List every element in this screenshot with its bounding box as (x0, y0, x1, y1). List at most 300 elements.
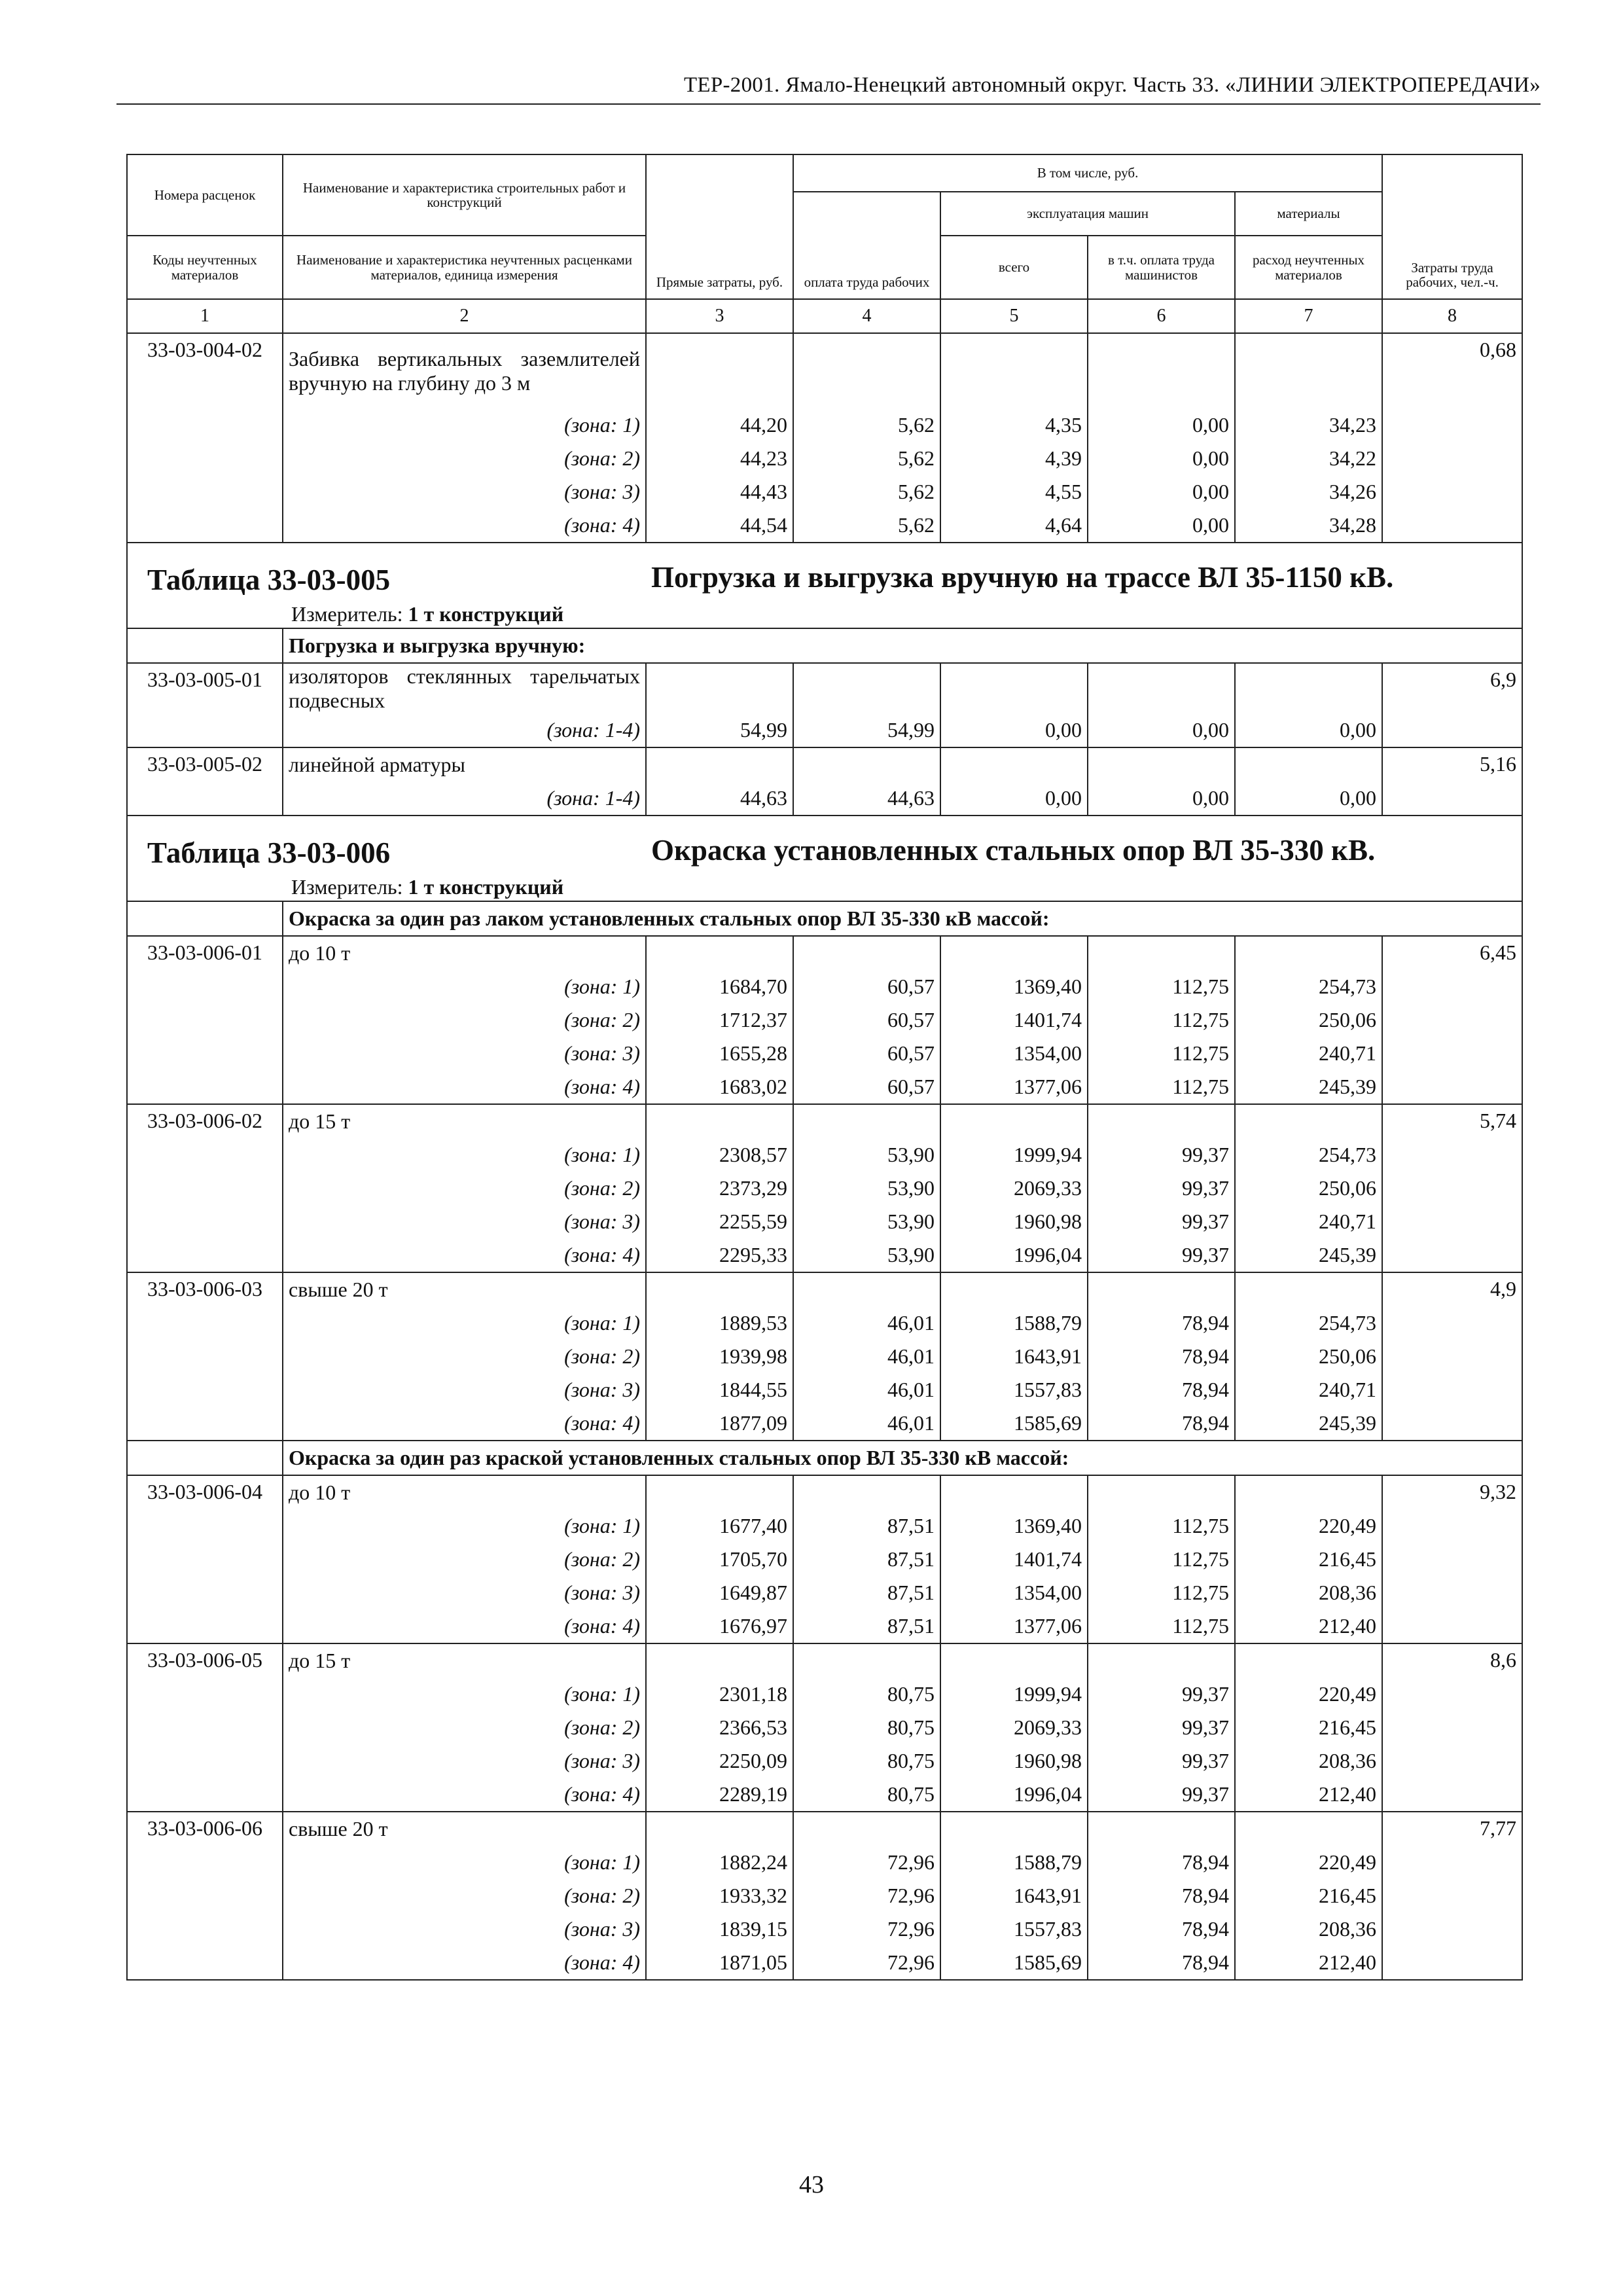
machine-cost: 1557,83 (940, 1912, 1088, 1946)
zone-label: (зона: 2) (283, 1543, 646, 1576)
zone-label: (зона: 2) (283, 1172, 646, 1205)
col-num: 3 (646, 299, 793, 333)
empty-cell (1235, 936, 1382, 970)
wage-cost: 46,01 (793, 1373, 940, 1407)
machinist-wage: 78,94 (1088, 1879, 1235, 1912)
empty-cell (646, 1475, 793, 1509)
machine-cost: 1643,91 (940, 1879, 1088, 1912)
materials-cost: 254,73 (1235, 1138, 1382, 1172)
empty-cell (940, 936, 1088, 970)
zone-row (127, 1711, 1522, 1744)
machinist-wage: 112,75 (1088, 1543, 1235, 1576)
empty-cell (1088, 333, 1235, 408)
machine-cost: 1401,74 (940, 1003, 1088, 1037)
zone-label: (зона: 3) (283, 1912, 646, 1946)
materials-cost: 220,49 (1235, 1509, 1382, 1543)
machinist-wage: 0,00 (1088, 442, 1235, 475)
section-row (127, 901, 1522, 936)
machinist-wage: 112,75 (1088, 1003, 1235, 1037)
running-header: ТЕР-2001. Ямало-Ненецкий автономный округ. Часть 33. «ЛИНИИ ЭЛЕКТРОПЕРЕДАЧИ» (683, 73, 1541, 97)
machinist-wage: 99,37 (1088, 1172, 1235, 1205)
measure-unit: 1 т конструкций (408, 602, 564, 626)
wage-cost: 80,75 (793, 1744, 940, 1778)
wage-cost: 53,90 (793, 1172, 940, 1205)
col-num: 4 (793, 299, 940, 333)
item-row (127, 1104, 1522, 1138)
price-table (126, 154, 1523, 1981)
direct-cost: 2250,09 (646, 1744, 793, 1778)
empty-cell (646, 663, 793, 713)
empty-cell (1088, 747, 1235, 781)
direct-cost: 2289,19 (646, 1778, 793, 1812)
zone-row (127, 1306, 1522, 1340)
machinist-wage: 78,94 (1088, 1407, 1235, 1441)
direct-cost: 2295,33 (646, 1238, 793, 1272)
section-row (127, 628, 1522, 663)
table-description: Погрузка и выгрузка вручную на трассе ВЛ 35-1150 кВ. (651, 561, 1394, 594)
zone-row (127, 1609, 1522, 1643)
direct-cost: 44,63 (646, 781, 793, 816)
zone-label: (зона: 4) (283, 1946, 646, 1980)
work-name: до 15 т (283, 1104, 646, 1138)
section-heading: Окраска за один раз краской установленных стальных опор ВЛ 35-330 кВ массой: (283, 1441, 1522, 1475)
item-row (127, 1812, 1522, 1846)
empty-cell (793, 747, 940, 781)
empty-cell (793, 333, 940, 408)
item-row (127, 1475, 1522, 1509)
col-head-incl: В том числе, руб. (793, 154, 1382, 192)
machine-cost: 1960,98 (940, 1744, 1088, 1778)
zone-label: (зона: 1) (283, 408, 646, 442)
wage-cost: 5,62 (793, 509, 940, 543)
labor-cost: 7,77 (1382, 1812, 1522, 1980)
materials-cost: 216,45 (1235, 1711, 1382, 1744)
col-num: 6 (1088, 299, 1235, 333)
machine-cost: 0,00 (940, 781, 1088, 816)
direct-cost: 1684,70 (646, 970, 793, 1003)
machine-cost: 1585,69 (940, 1946, 1088, 1980)
machinist-wage: 78,94 (1088, 1340, 1235, 1373)
wage-cost: 87,51 (793, 1509, 940, 1543)
labor-cost: 6,45 (1382, 936, 1522, 1104)
machinist-wage: 99,37 (1088, 1744, 1235, 1778)
materials-cost: 34,23 (1235, 408, 1382, 442)
empty-cell (1088, 1272, 1235, 1306)
direct-cost: 1877,09 (646, 1407, 793, 1441)
section-heading: Окраска за один раз лаком установленных стальных опор ВЛ 35-330 кВ массой: (283, 901, 1522, 936)
zone-row (127, 1946, 1522, 1980)
empty-cell (1235, 1272, 1382, 1306)
empty-cell (1235, 333, 1382, 408)
direct-cost: 44,20 (646, 408, 793, 442)
wage-cost: 60,57 (793, 970, 940, 1003)
col-head-work-name: Наименование и характеристика строительных работ и конструкций (283, 154, 646, 236)
direct-cost: 1683,02 (646, 1070, 793, 1104)
machinist-wage: 78,94 (1088, 1373, 1235, 1407)
machine-cost: 4,35 (940, 408, 1088, 442)
zone-row (127, 713, 1522, 747)
materials-cost: 220,49 (1235, 1677, 1382, 1711)
materials-cost: 220,49 (1235, 1846, 1382, 1879)
rate-code: 33-03-005-01 (127, 663, 283, 747)
wage-cost: 54,99 (793, 713, 940, 747)
direct-cost: 1839,15 (646, 1912, 793, 1946)
table-number: Таблица 33-03-006 (147, 836, 391, 869)
materials-cost: 240,71 (1235, 1037, 1382, 1070)
work-name: Забивка вертикальных заземлителей вручную на глубину до 3 м (283, 333, 646, 408)
zone-row (127, 1037, 1522, 1070)
materials-cost: 0,00 (1235, 781, 1382, 816)
empty-cell (940, 1812, 1088, 1846)
wage-cost: 60,57 (793, 1003, 940, 1037)
direct-cost: 2301,18 (646, 1677, 793, 1711)
zone-label: (зона: 2) (283, 1003, 646, 1037)
materials-cost: 240,71 (1235, 1205, 1382, 1238)
direct-cost: 54,99 (646, 713, 793, 747)
zone-label: (зона: 4) (283, 1778, 646, 1812)
labor-cost: 0,68 (1382, 333, 1522, 543)
header-rule (116, 103, 1541, 105)
direct-cost: 1939,98 (646, 1340, 793, 1373)
machinist-wage: 99,37 (1088, 1238, 1235, 1272)
zone-row (127, 1205, 1522, 1238)
zone-row (127, 1238, 1522, 1272)
wage-cost: 44,63 (793, 781, 940, 816)
empty-cell (1088, 1643, 1235, 1677)
work-name: до 15 т (283, 1643, 646, 1677)
rate-code: 33-03-004-02 (127, 333, 283, 543)
zone-row (127, 1070, 1522, 1104)
measure-label: Измеритель: (291, 602, 403, 626)
empty-cell (1235, 1643, 1382, 1677)
machinist-wage: 112,75 (1088, 1576, 1235, 1609)
col-num: 8 (1382, 299, 1522, 333)
col-num: 2 (283, 299, 646, 333)
machine-cost: 1960,98 (940, 1205, 1088, 1238)
zone-row (127, 1879, 1522, 1912)
empty-cell (127, 628, 283, 663)
machine-cost: 1377,06 (940, 1070, 1088, 1104)
empty-cell (940, 1643, 1088, 1677)
empty-cell (1088, 1812, 1235, 1846)
zone-label: (зона: 3) (283, 1744, 646, 1778)
zone-row (127, 1138, 1522, 1172)
machine-cost: 2069,33 (940, 1172, 1088, 1205)
labor-cost: 8,6 (1382, 1643, 1522, 1812)
labor-cost: 5,74 (1382, 1104, 1522, 1272)
zone-label: (зона: 3) (283, 1037, 646, 1070)
col-head-machines: эксплуатация машин (940, 192, 1235, 236)
wage-cost: 87,51 (793, 1576, 940, 1609)
materials-cost: 254,73 (1235, 1306, 1382, 1340)
materials-cost: 240,71 (1235, 1373, 1382, 1407)
direct-cost: 1712,37 (646, 1003, 793, 1037)
zone-label: (зона: 3) (283, 1576, 646, 1609)
direct-cost: 1649,87 (646, 1576, 793, 1609)
materials-cost: 250,06 (1235, 1340, 1382, 1373)
materials-cost: 208,36 (1235, 1912, 1382, 1946)
materials-cost: 34,22 (1235, 442, 1382, 475)
wage-cost: 5,62 (793, 475, 940, 509)
zone-row (127, 408, 1522, 442)
empty-cell (1235, 747, 1382, 781)
wage-cost: 80,75 (793, 1677, 940, 1711)
zone-label: (зона: 4) (283, 1407, 646, 1441)
empty-cell (646, 1643, 793, 1677)
zone-label: (зона: 1) (283, 1677, 646, 1711)
item-row (127, 747, 1522, 781)
empty-cell (940, 663, 1088, 713)
rate-code: 33-03-006-06 (127, 1812, 283, 1980)
col-head-rate-no: Номера расценок (127, 154, 283, 236)
zone-row (127, 1677, 1522, 1711)
zone-label: (зона: 4) (283, 1070, 646, 1104)
zone-label: (зона: 3) (283, 1205, 646, 1238)
machine-cost: 1585,69 (940, 1407, 1088, 1441)
machine-cost: 4,55 (940, 475, 1088, 509)
zone-row (127, 970, 1522, 1003)
work-name: свыше 20 т (283, 1272, 646, 1306)
wage-cost: 80,75 (793, 1778, 940, 1812)
empty-cell (1235, 663, 1382, 713)
machinist-wage: 112,75 (1088, 970, 1235, 1003)
empty-cell (1235, 1104, 1382, 1138)
col-num: 1 (127, 299, 283, 333)
materials-cost: 245,39 (1235, 1070, 1382, 1104)
machine-cost: 2069,33 (940, 1711, 1088, 1744)
labor-cost: 9,32 (1382, 1475, 1522, 1643)
labor-cost: 6,9 (1382, 663, 1522, 747)
machinist-wage: 99,37 (1088, 1711, 1235, 1744)
machine-cost: 1588,79 (940, 1306, 1088, 1340)
item-row (127, 1643, 1522, 1677)
zone-row (127, 1576, 1522, 1609)
item-row (127, 663, 1522, 713)
col-head-direct: Прямые затраты, руб. (646, 154, 793, 299)
zone-row (127, 509, 1522, 543)
zone-label: (зона: 2) (283, 1340, 646, 1373)
work-name: свыше 20 т (283, 1812, 646, 1846)
zone-label: (зона: 1) (283, 1509, 646, 1543)
col-head-codes: Коды неучтенных материалов (127, 236, 283, 299)
zone-label: (зона: 1) (283, 970, 646, 1003)
zone-label: (зона: 1) (283, 1846, 646, 1879)
item-row (127, 936, 1522, 970)
empty-cell (1088, 1104, 1235, 1138)
materials-cost: 250,06 (1235, 1003, 1382, 1037)
col-head-mat-use: расход неучтенных материалов (1235, 236, 1382, 299)
machinist-wage: 112,75 (1088, 1070, 1235, 1104)
machinist-wage: 0,00 (1088, 509, 1235, 543)
page-number: 43 (799, 2171, 824, 2198)
col-head-materials: материалы (1235, 192, 1382, 236)
machine-cost: 1643,91 (940, 1340, 1088, 1373)
work-name: изоляторов стеклянных тарельчатых подвесных (283, 663, 646, 713)
machine-cost: 1354,00 (940, 1037, 1088, 1070)
col-num: 7 (1235, 299, 1382, 333)
col-head-mach-total: всего (940, 236, 1088, 299)
zone-row (127, 1543, 1522, 1576)
wage-cost: 72,96 (793, 1879, 940, 1912)
machinist-wage: 99,37 (1088, 1778, 1235, 1812)
machine-cost: 1588,79 (940, 1846, 1088, 1879)
zone-row (127, 475, 1522, 509)
direct-cost: 2308,57 (646, 1138, 793, 1172)
machinist-wage: 112,75 (1088, 1037, 1235, 1070)
materials-cost: 245,39 (1235, 1238, 1382, 1272)
item-row (127, 1272, 1522, 1306)
direct-cost: 1705,70 (646, 1543, 793, 1576)
wage-cost: 46,01 (793, 1407, 940, 1441)
item-row (127, 333, 1522, 408)
wage-cost: 46,01 (793, 1340, 940, 1373)
zone-label: (зона: 1) (283, 1138, 646, 1172)
empty-cell (646, 1272, 793, 1306)
empty-cell (646, 1812, 793, 1846)
direct-cost: 1677,40 (646, 1509, 793, 1543)
wage-cost: 5,62 (793, 408, 940, 442)
machine-cost: 4,39 (940, 442, 1088, 475)
machine-cost: 1354,00 (940, 1576, 1088, 1609)
table-title-row (127, 543, 1522, 628)
materials-cost: 208,36 (1235, 1744, 1382, 1778)
materials-cost: 254,73 (1235, 970, 1382, 1003)
materials-cost: 216,45 (1235, 1543, 1382, 1576)
empty-cell (940, 1104, 1088, 1138)
table-title-cell (127, 816, 1522, 901)
work-name: до 10 т (283, 936, 646, 970)
empty-cell (940, 1475, 1088, 1509)
empty-cell (940, 1272, 1088, 1306)
table-number: Таблица 33-03-005 (147, 564, 391, 596)
zone-row (127, 1744, 1522, 1778)
direct-cost: 44,54 (646, 509, 793, 543)
machinist-wage: 99,37 (1088, 1138, 1235, 1172)
materials-cost: 216,45 (1235, 1879, 1382, 1912)
direct-cost: 2373,29 (646, 1172, 793, 1205)
wage-cost: 72,96 (793, 1946, 940, 1980)
machine-cost: 1999,94 (940, 1677, 1088, 1711)
wage-cost: 87,51 (793, 1609, 940, 1643)
machinist-wage: 0,00 (1088, 408, 1235, 442)
empty-cell (940, 747, 1088, 781)
machine-cost: 1996,04 (940, 1778, 1088, 1812)
zone-label: (зона: 1-4) (283, 781, 646, 816)
wage-cost: 60,57 (793, 1070, 940, 1104)
zone-row (127, 1373, 1522, 1407)
zone-row (127, 781, 1522, 816)
empty-cell (646, 1104, 793, 1138)
materials-cost: 208,36 (1235, 1576, 1382, 1609)
empty-cell (646, 747, 793, 781)
rate-code: 33-03-005-02 (127, 747, 283, 816)
measure-unit: 1 т конструкций (408, 875, 564, 899)
machine-cost: 1401,74 (940, 1543, 1088, 1576)
wage-cost: 72,96 (793, 1846, 940, 1879)
zone-row (127, 1407, 1522, 1441)
direct-cost: 1844,55 (646, 1373, 793, 1407)
direct-cost: 44,43 (646, 475, 793, 509)
machine-cost: 1999,94 (940, 1138, 1088, 1172)
materials-cost: 212,40 (1235, 1946, 1382, 1980)
zone-row (127, 1846, 1522, 1879)
empty-cell (1088, 936, 1235, 970)
machine-cost: 1557,83 (940, 1373, 1088, 1407)
work-name: линейной арматуры (283, 747, 646, 781)
machine-cost: 1369,40 (940, 970, 1088, 1003)
machinist-wage: 78,94 (1088, 1946, 1235, 1980)
measure-label: Измеритель: (291, 875, 403, 899)
zone-row (127, 1912, 1522, 1946)
direct-cost: 1676,97 (646, 1609, 793, 1643)
wage-cost: 60,57 (793, 1037, 940, 1070)
zone-label: (зона: 4) (283, 509, 646, 543)
machinist-wage: 0,00 (1088, 713, 1235, 747)
direct-cost: 1882,24 (646, 1846, 793, 1879)
direct-cost: 44,23 (646, 442, 793, 475)
machine-cost: 0,00 (940, 713, 1088, 747)
rate-code: 33-03-006-04 (127, 1475, 283, 1643)
machinist-wage: 0,00 (1088, 781, 1235, 816)
zone-label: (зона: 4) (283, 1238, 646, 1272)
empty-cell (793, 1643, 940, 1677)
empty-cell (1088, 663, 1235, 713)
zone-label: (зона: 1) (283, 1306, 646, 1340)
wage-cost: 46,01 (793, 1306, 940, 1340)
zone-label: (зона: 3) (283, 475, 646, 509)
zone-label: (зона: 2) (283, 442, 646, 475)
empty-cell (793, 1272, 940, 1306)
zone-label: (зона: 2) (283, 1879, 646, 1912)
machine-cost: 1377,06 (940, 1609, 1088, 1643)
labor-cost: 4,9 (1382, 1272, 1522, 1441)
empty-cell (1088, 1475, 1235, 1509)
direct-cost: 1933,32 (646, 1879, 793, 1912)
zone-label: (зона: 3) (283, 1373, 646, 1407)
materials-cost: 34,28 (1235, 509, 1382, 543)
rate-code: 33-03-006-02 (127, 1104, 283, 1272)
empty-cell (127, 1441, 283, 1475)
machinist-wage: 78,94 (1088, 1846, 1235, 1879)
table-title-row (127, 816, 1522, 901)
zone-row (127, 1172, 1522, 1205)
machine-cost: 1996,04 (940, 1238, 1088, 1272)
table-description: Окраска установленных стальных опор ВЛ 35-330 кВ. (651, 834, 1376, 867)
materials-cost: 245,39 (1235, 1407, 1382, 1441)
zone-row (127, 1509, 1522, 1543)
machinist-wage: 0,00 (1088, 475, 1235, 509)
machinist-wage: 78,94 (1088, 1912, 1235, 1946)
col-head-mat-name: Наименование и характеристика неучтенных расценками материалов, единица измерения (283, 236, 646, 299)
empty-cell (793, 1812, 940, 1846)
materials-cost: 34,26 (1235, 475, 1382, 509)
materials-cost: 212,40 (1235, 1778, 1382, 1812)
zone-label: (зона: 2) (283, 1711, 646, 1744)
empty-cell (1235, 1812, 1382, 1846)
table-title-cell (127, 543, 1522, 628)
direct-cost: 1871,05 (646, 1946, 793, 1980)
direct-cost: 2366,53 (646, 1711, 793, 1744)
wage-cost: 53,90 (793, 1138, 940, 1172)
empty-cell (793, 663, 940, 713)
col-num: 5 (940, 299, 1088, 333)
work-name: до 10 т (283, 1475, 646, 1509)
labor-cost: 5,16 (1382, 747, 1522, 816)
wage-cost: 5,62 (793, 442, 940, 475)
machinist-wage: 78,94 (1088, 1306, 1235, 1340)
empty-cell (793, 1104, 940, 1138)
empty-cell (793, 936, 940, 970)
